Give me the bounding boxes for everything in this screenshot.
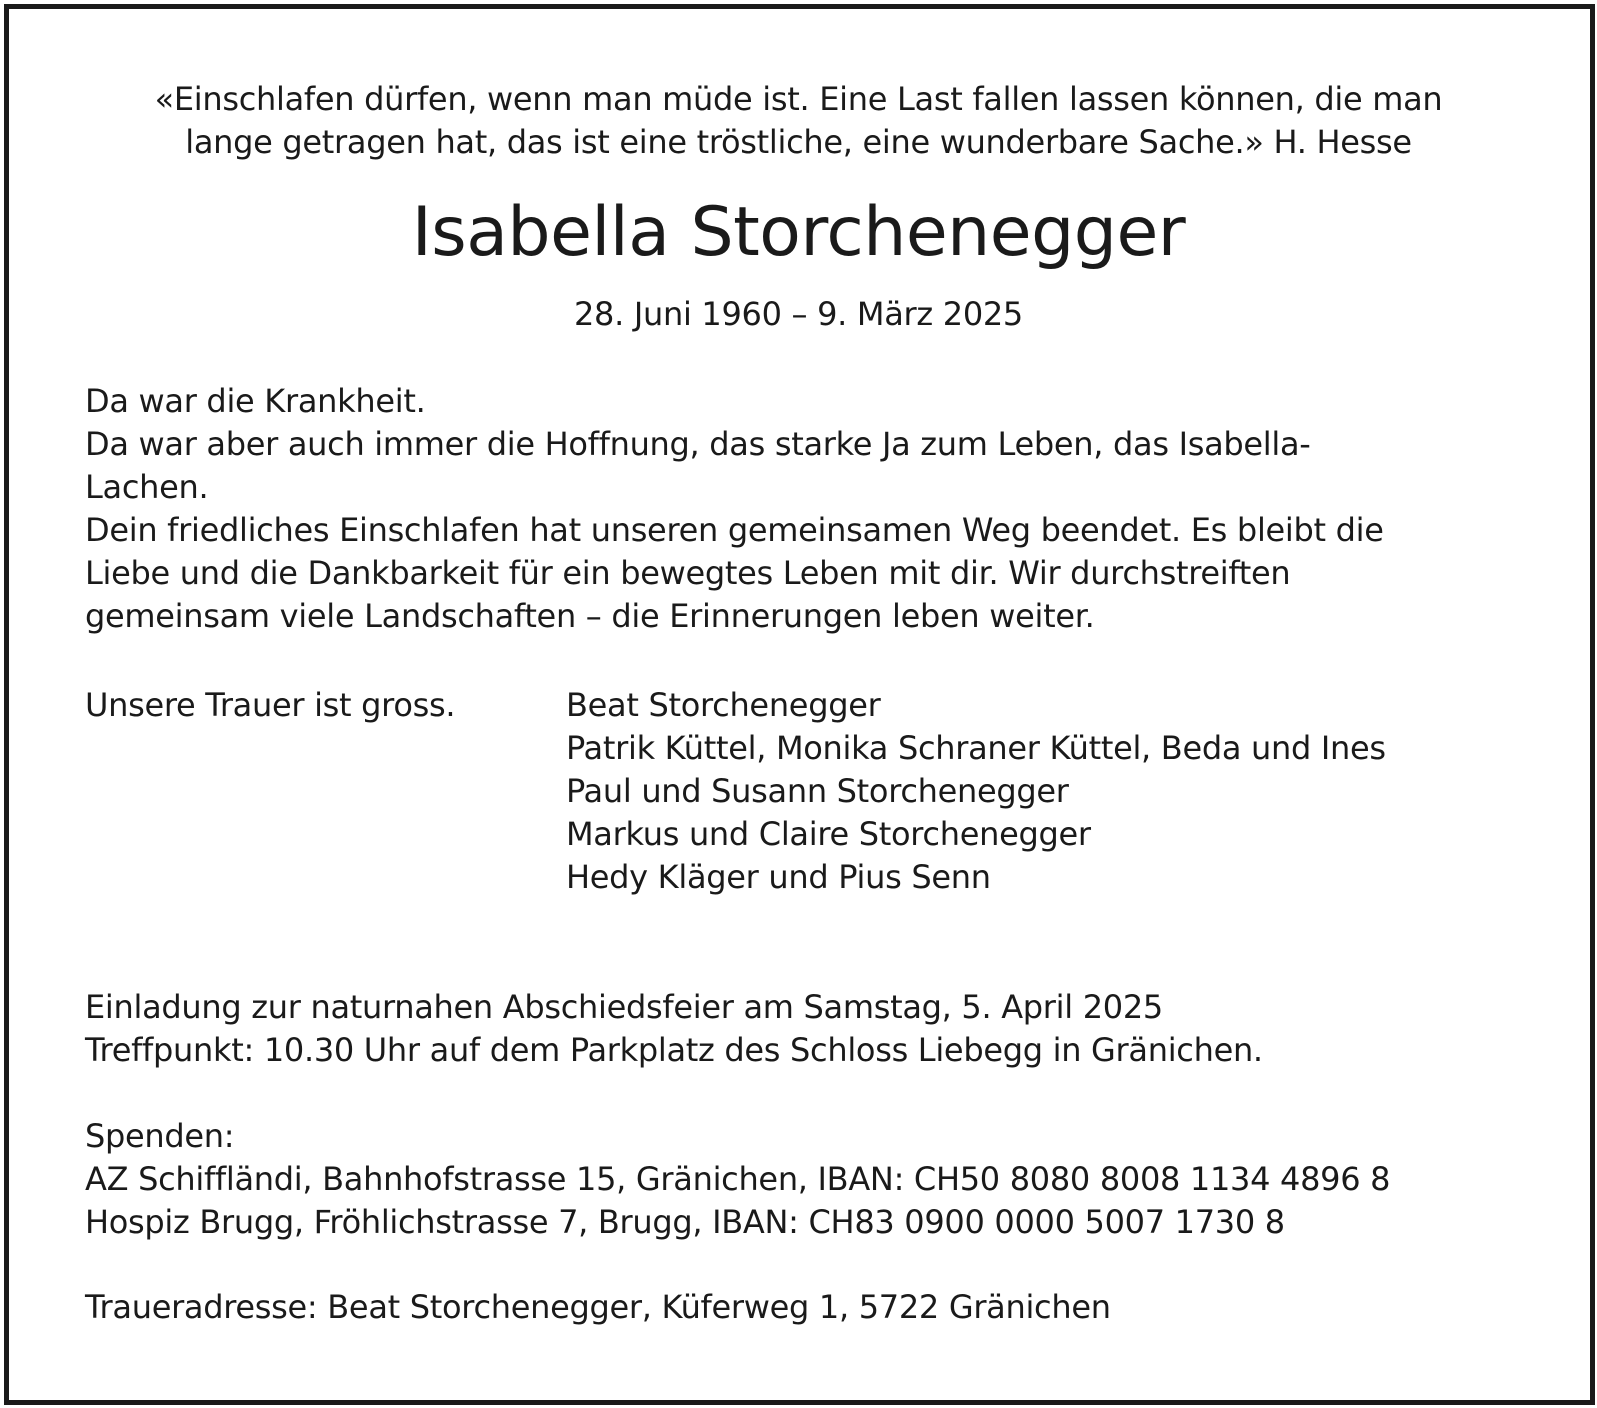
ceremony-line-1: Einladung zur naturnahen Abschiedsfeier am Samstag, 5. April 2025 <box>85 988 1163 1026</box>
deceased-name: Isabella Storchenegger <box>411 193 1186 272</box>
message-paragraph <box>85 380 1384 638</box>
donation-item: AZ Schiffländi, Bahnhofstrasse 15, Gränichen, IBAN: CH50 8080 8008 1134 4896 8 <box>85 1160 1391 1198</box>
message-line: Liebe und die Dankbarkeit für ein bewegtes Leben mit dir. Wir durchstreiften <box>85 554 1291 592</box>
message-line: Da war die Krankheit. <box>85 382 426 420</box>
ceremony-line-2: Treffpunkt: 10.30 Uhr auf dem Parkplatz des Schloss Liebegg in Gränichen. <box>85 1031 1263 1069</box>
mourner-name: Paul und Susann Storchenegger <box>566 772 1069 810</box>
message-line: Dein friedliches Einschlafen hat unseren gemeinsamen Weg beendet. Es bleibt die <box>85 511 1384 549</box>
message-line: Lachen. <box>85 468 209 506</box>
mourner-name: Markus und Claire Storchenegger <box>566 815 1091 853</box>
ceremony-invitation <box>85 986 1263 1072</box>
hesse-quote <box>40 78 1557 164</box>
life-dates: 28. Juni 1960 – 9. März 2025 <box>574 295 1023 333</box>
quote-line-1: «Einschlafen dürfen, wenn man müde ist. Eine Last fallen lassen können, die man <box>154 80 1443 118</box>
quote-line-2: lange getragen hat, das ist eine tröstliche, eine wunderbare Sache.» H. Hesse <box>185 123 1412 161</box>
mourner-list <box>566 684 1386 899</box>
donations-heading: Spenden: <box>85 1117 235 1155</box>
message-line: gemeinsam viele Landschaften – die Erinnerungen leben weiter. <box>85 597 1095 635</box>
mourner-name: Beat Storchenegger <box>566 686 881 724</box>
donations-section <box>85 1115 1390 1244</box>
mourner-name: Patrik Küttel, Monika Schraner Küttel, Beda und Ines <box>566 729 1386 767</box>
message-line: Da war aber auch immer die Hoffnung, das starke Ja zum Leben, das Isabella- <box>85 425 1311 463</box>
mourning-intro: Unsere Trauer ist gross. <box>85 686 456 724</box>
mourning-address: Traueradresse: Beat Storchenegger, Küferweg 1, 5722 Gränichen <box>85 1288 1111 1326</box>
donation-item: Hospiz Brugg, Fröhlichstrasse 7, Brugg, IBAN: CH83 0900 0000 5007 1730 8 <box>85 1203 1285 1241</box>
mourner-name: Hedy Kläger und Pius Senn <box>566 858 991 896</box>
